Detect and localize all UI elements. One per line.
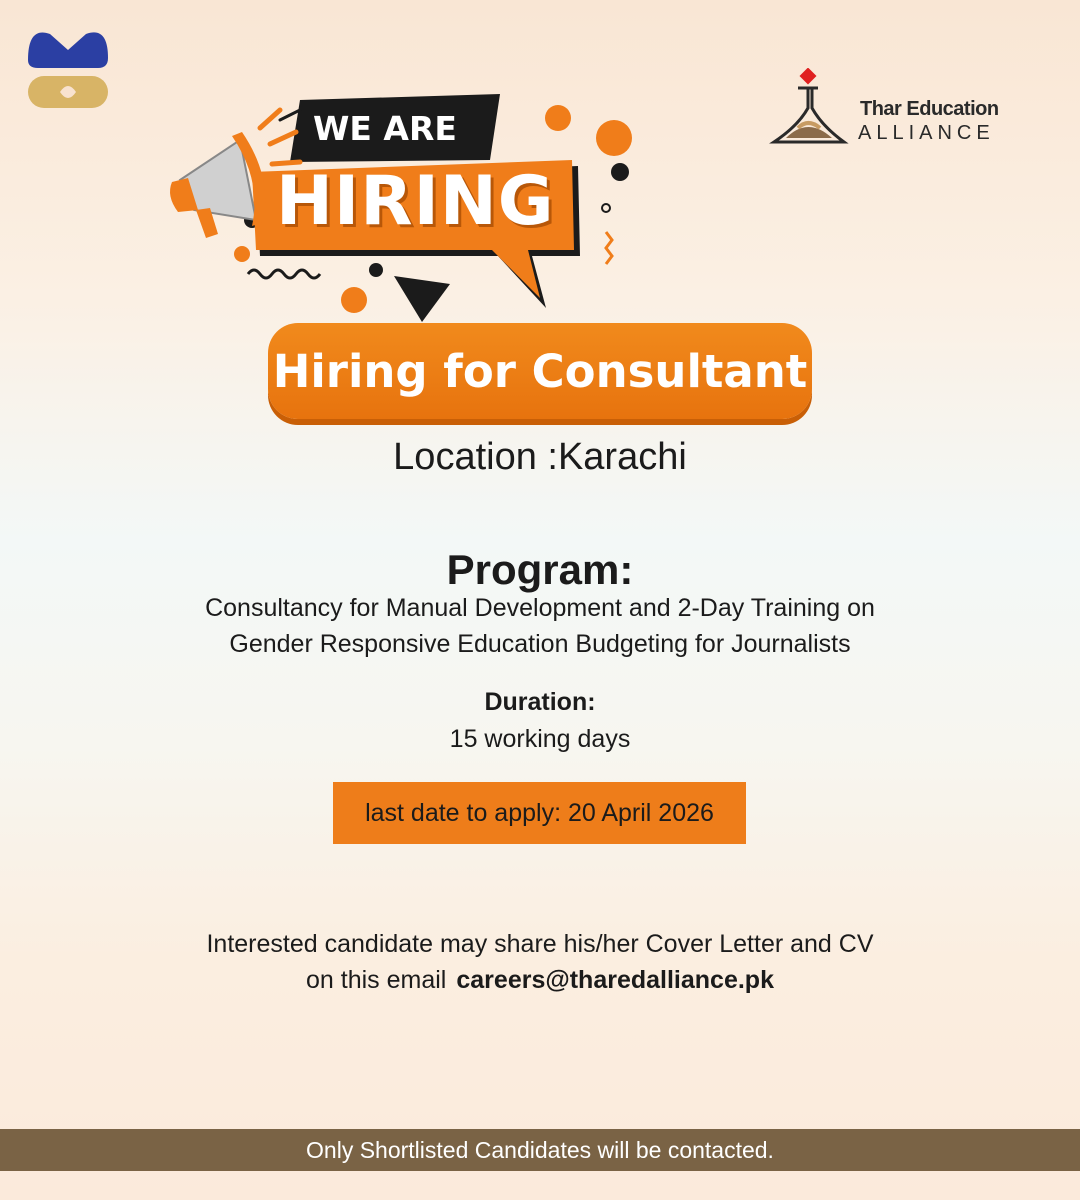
footer-bar	[0, 1129, 1080, 1171]
deadline-text: last date to apply: 20 April 2026	[365, 798, 714, 827]
location-text: Location :Karachi	[393, 436, 687, 478]
we-are-label: WE ARE	[313, 109, 457, 148]
brand-logo-icon	[22, 20, 114, 112]
apply-email-prefix: on this email	[306, 966, 447, 994]
duration-heading: Duration:	[484, 688, 596, 716]
deadline-badge	[333, 782, 746, 844]
program-description-line2: Gender Responsive Education Budgeting for Journalists	[229, 630, 851, 658]
hiring-label: HIRING	[276, 162, 555, 241]
careers-email-link[interactable]: careers@tharedalliance.pk	[456, 966, 774, 994]
role-title: Hiring for Consultant	[272, 344, 808, 398]
footer-note: Only Shortlisted Candidates will be contacted.	[306, 1136, 774, 1163]
partner-name-line1: Thar Education	[860, 98, 999, 120]
apply-instructions-line2	[0, 966, 1080, 995]
role-badge	[268, 323, 812, 419]
program-description-line1: Consultancy for Manual Development and 2-Day Training on	[205, 594, 875, 622]
program-heading: Program:	[446, 546, 634, 593]
flask-with-pen-icon	[768, 68, 854, 148]
duration-value: 15 working days	[449, 725, 631, 753]
partner-name-line2: ALLIANCE	[858, 122, 995, 144]
apply-instructions-line1: Interested candidate may share his/her Cover Letter and CV	[206, 930, 874, 958]
partner-logo	[768, 68, 1008, 150]
